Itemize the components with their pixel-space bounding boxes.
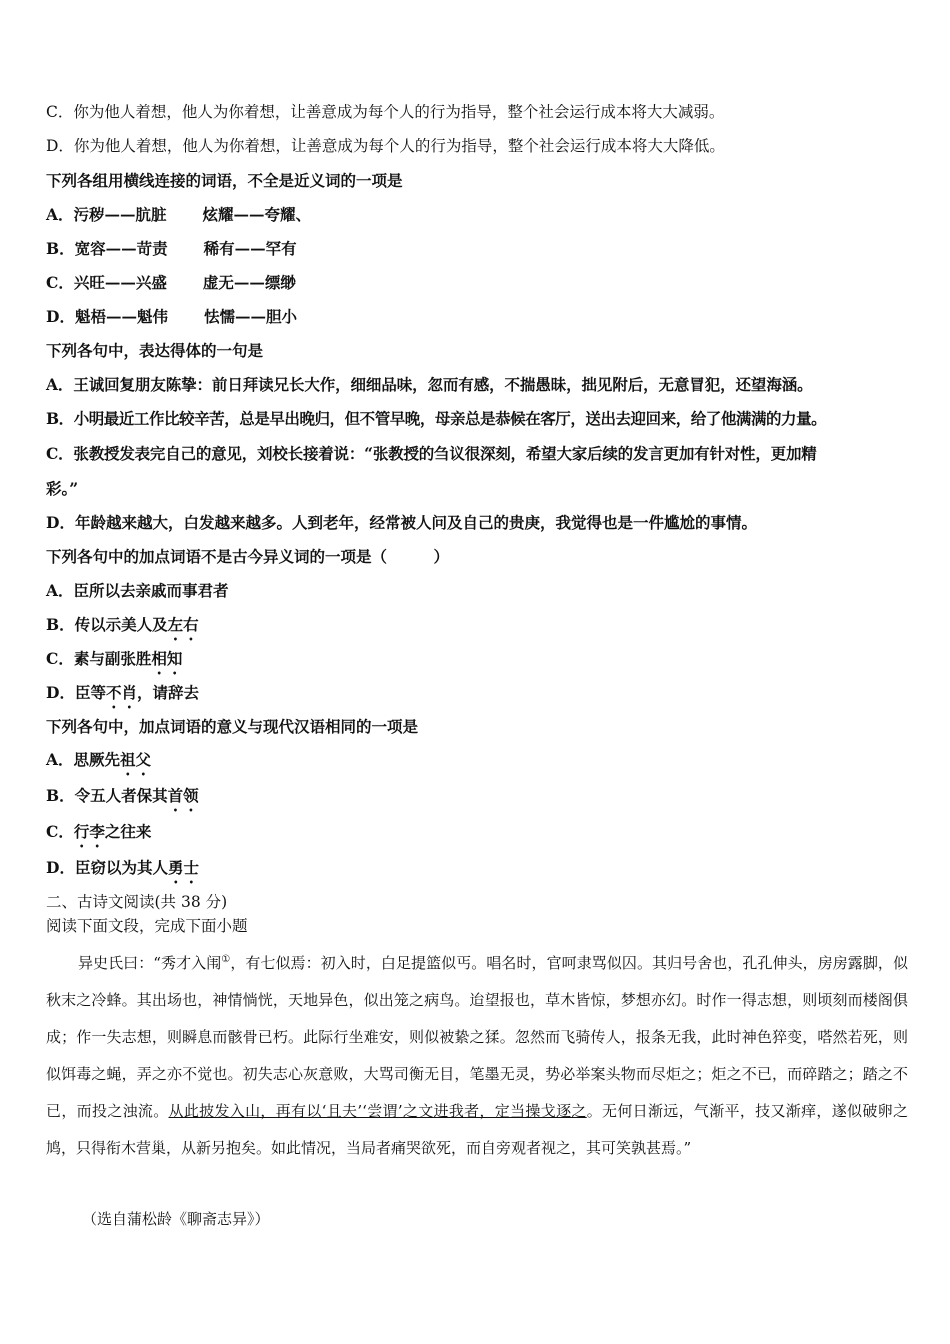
prev-option-d: D．你为他人着想，他人为你着想，让善意成为每个人的行为指导，整个社会运行成本将大大降低。 [46,137,725,155]
option-text-tail: ，请辞去 [136,683,199,702]
q2-option-a: A．王诚回复朋友陈挚：前日拜读兄长大作，细细品味，忽而有感，不揣愚昧，拙见附后，无意冒犯，还望海涵。 [46,375,813,394]
passage-text: ，有七似焉：初入时，白足提篮似丐。唱名时，官呵隶骂似囚。其归号舍也，孔孔伸头，房房露脚，似秋末之冷蜂。其出场也，神情惝恍，天地异色，似出笼之病鸟。迨望报也，草木皆惊，梦想亦幻。时作一得志想，则顷刻而楼阁俱成；作一失志想，则瞬息而骸骨已朽。此际行坐难安，则似被絷之猱。忽然而飞骑传人，报条无我，此时神色猝变，嗒然若死，则似饵毒之蝇，弄之亦不觉也。初失志心灰意败，大骂司衡无目，笔墨无灵，势必举案头物而尽炬之；炬之不已，而碎踏之；踏之不已，而投之浊流。 [46,954,908,1120]
q2-option-d: D．年龄越来越大，白发越来越多。人到老年，经常被人问及自己的贵庚，我觉得也是一件尴尬的事情。 [46,513,757,532]
option-label: B． [46,239,75,258]
q3-option-d [46,681,199,712]
q2-stem: 下列各句中，表达得体的一句是 [46,341,264,360]
word-pair-1: 魁梧——魁伟 [74,307,168,326]
passage-text: 异史氏曰：“秀才入闱 [78,954,222,972]
section-instruction: 阅读下面文段，完成下面小题 [46,917,248,935]
q1-option-a [46,203,311,227]
word-pair-1: 污秽——肮脏 [73,205,167,224]
q1-stem: 下列各组用横线连接的词语，不全是近义词的一项是 [46,171,403,190]
word-pair-1: 兴旺——兴盛 [73,273,167,292]
q4-stem: 下列各句中，加点词语的意义与现代汉语相同的一项是 [46,717,419,736]
option-text: A．思厥先 [46,750,121,769]
q1-option-d [46,305,297,329]
q4-option-d [46,856,199,887]
option-label: A． [46,205,74,224]
word-pair-2: 炫耀——夸耀、 [202,205,312,224]
passage-text: 。无何日渐远，气渐平，技又渐痒，遂似破卵之鸠，只得衔木营巢，从新另抱矣。如此情况，当局者痛哭欲死，而自旁观者视之，其可笑孰甚焉。” [46,1102,908,1157]
q2-option-c-cont: 彩。” [46,479,79,498]
dotted-word: 相知 [151,649,183,668]
option-text: B．令五人者保其 [46,786,168,805]
q1-option-c [46,271,296,295]
section-title: 二、古诗文阅读(共 38 分) [46,893,228,911]
q1-option-b [46,237,297,261]
passage-source: （选自蒲松龄《聊斋志异》） [82,1210,270,1228]
option-text: B．传以示美人及 [46,615,168,634]
q3-option-a [46,579,229,603]
prev-option-c: C．你为他人着想，他人为你着想，让善意成为每个人的行为指导，整个社会运行成本将大大减弱。 [46,103,725,121]
dotted-word: 行李 [73,822,105,841]
passage [46,941,908,1167]
q2-option-c: C．张教授发表完自己的意见，刘校长接着说：“张教授的刍议很深刻，希望大家后续的发言更加有针对性，更加精 [46,444,817,463]
option-text: C．素与副张胜 [46,649,152,668]
dotted-word: 不肖 [105,683,137,702]
q4-option-a [46,748,151,779]
option-text: C． [46,822,74,841]
dotted-word: 勇士 [167,858,199,877]
footnote-marker: ① [221,954,231,965]
word-pair-2: 虚无——缥缈 [202,273,296,292]
q3-option-c [46,647,182,678]
option-label: C． [46,273,74,292]
q4-option-c [46,820,151,851]
underlined-sentence: 从此披发入山，再有以‘且夫’‘尝谓’之文进我者，定当操戈逐之 [168,1102,587,1120]
q3-stem: 下列各句中的加点词语不是古今异义词的一项是（ ） [46,547,450,566]
word-pair-2: 怯懦——胆小 [203,307,297,326]
q2-option-b: B．小明最近工作比较辛苦，总是早出晚归，但不管早晚，母亲总是恭候在客厅，送出去迎回来，给了他满满的力量。 [46,409,827,428]
word-pair-2: 稀有——罕有 [203,239,297,258]
dotted-word: 首领 [167,786,199,805]
dotted-word: 祖父 [120,750,152,769]
option-label: D． [46,307,75,326]
dotted-word: 左右 [167,615,199,634]
option-text-tail: 之往来 [104,822,152,841]
word-pair-1: 宽容——苛责 [74,239,168,258]
option-text: A．臣所以去亲戚而事君者 [46,581,229,600]
option-text: D．臣等 [46,683,106,702]
q4-option-b [46,784,199,815]
q3-option-b [46,613,199,644]
option-text: D．臣窃以为其人 [46,858,168,877]
